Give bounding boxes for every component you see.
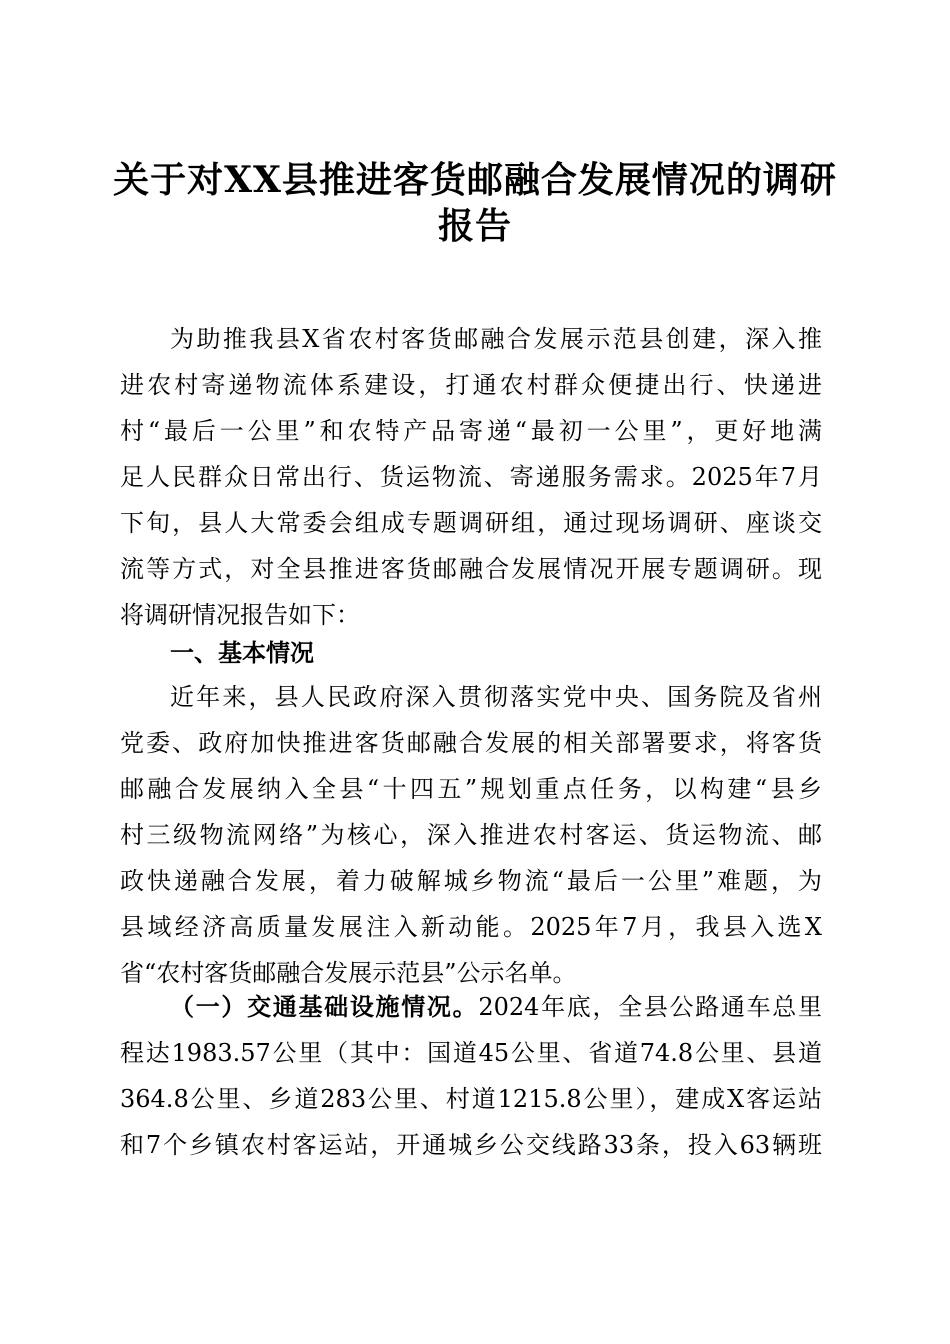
subsection1-paragraph-line: 和7个乡镇农村客运站，开通城乡公交线路33条，投入63辆班 [120,1131,822,1159]
subsection1-first-line [170,984,822,1030]
section1-paragraph-line: 县域经济高质量发展注入新动能。2025年7月，我县入选X [120,913,822,941]
intro-paragraph-line: 流等方式，对全县推进客货邮融合发展情况开展专题调研。现 [120,555,822,583]
document-title-line-2: 报告 [437,205,512,247]
section1-paragraph-line: 省“农村客货邮融合发展示范县”公示名单。 [120,959,577,987]
subsection1-paragraph-line: 364.8公里、乡道283公里、村道1215.8公里），建成X客运站 [120,1085,822,1113]
section1-paragraph-line: 党委、政府加快推进客货邮融合发展的相关部署要求，将客货 [120,729,822,757]
section1-paragraph-line: 邮融合发展纳入全县“十四五”规划重点任务，以构建“县乡 [120,775,822,803]
section1-paragraph-line: 近年来，县人民政府深入贯彻落实党中央、国务院及省州 [170,683,822,711]
intro-paragraph-line: 为助推我县X省农村客货邮融合发展示范县创建，深入推 [170,325,822,353]
document-title-line-1: 关于对XX县推进客货邮融合发展情况的调研 [113,159,837,201]
section1-paragraph-line: 村三级物流网络”为核心，深入推进农村客运、货运物流、邮 [120,821,822,849]
intro-paragraph-line: 进农村寄递物流体系建设，打通农村群众便捷出行、快递进 [120,371,822,399]
subsection1-first-line-text: 2024年底，全县公路通车总里 [478,993,823,1021]
section1-paragraph-line: 政快递融合发展，着力破解城乡物流“最后一公里”难题，为 [120,867,822,895]
intro-paragraph-line: 下旬，县人大常委会组成专题调研组，通过现场调研、座谈交 [120,509,822,537]
subsection1-paragraph-line: 程达1983.57公里（其中：国道45公里、省道74.8公里、县道 [120,1039,822,1067]
intro-paragraph-line: 将调研情况报告如下： [120,601,360,629]
intro-paragraph-line: 村“最后一公里”和农特产品寄递“最初一公里”，更好地满 [120,417,822,445]
subsection-heading-transport-infrastructure: （一）交通基础设施情况。 [170,992,479,1021]
intro-paragraph-line: 足人民群众日常出行、货运物流、寄递服务需求。2025年7月 [120,463,822,491]
section-heading-basic-situation: 一、基本情况 [170,639,314,667]
